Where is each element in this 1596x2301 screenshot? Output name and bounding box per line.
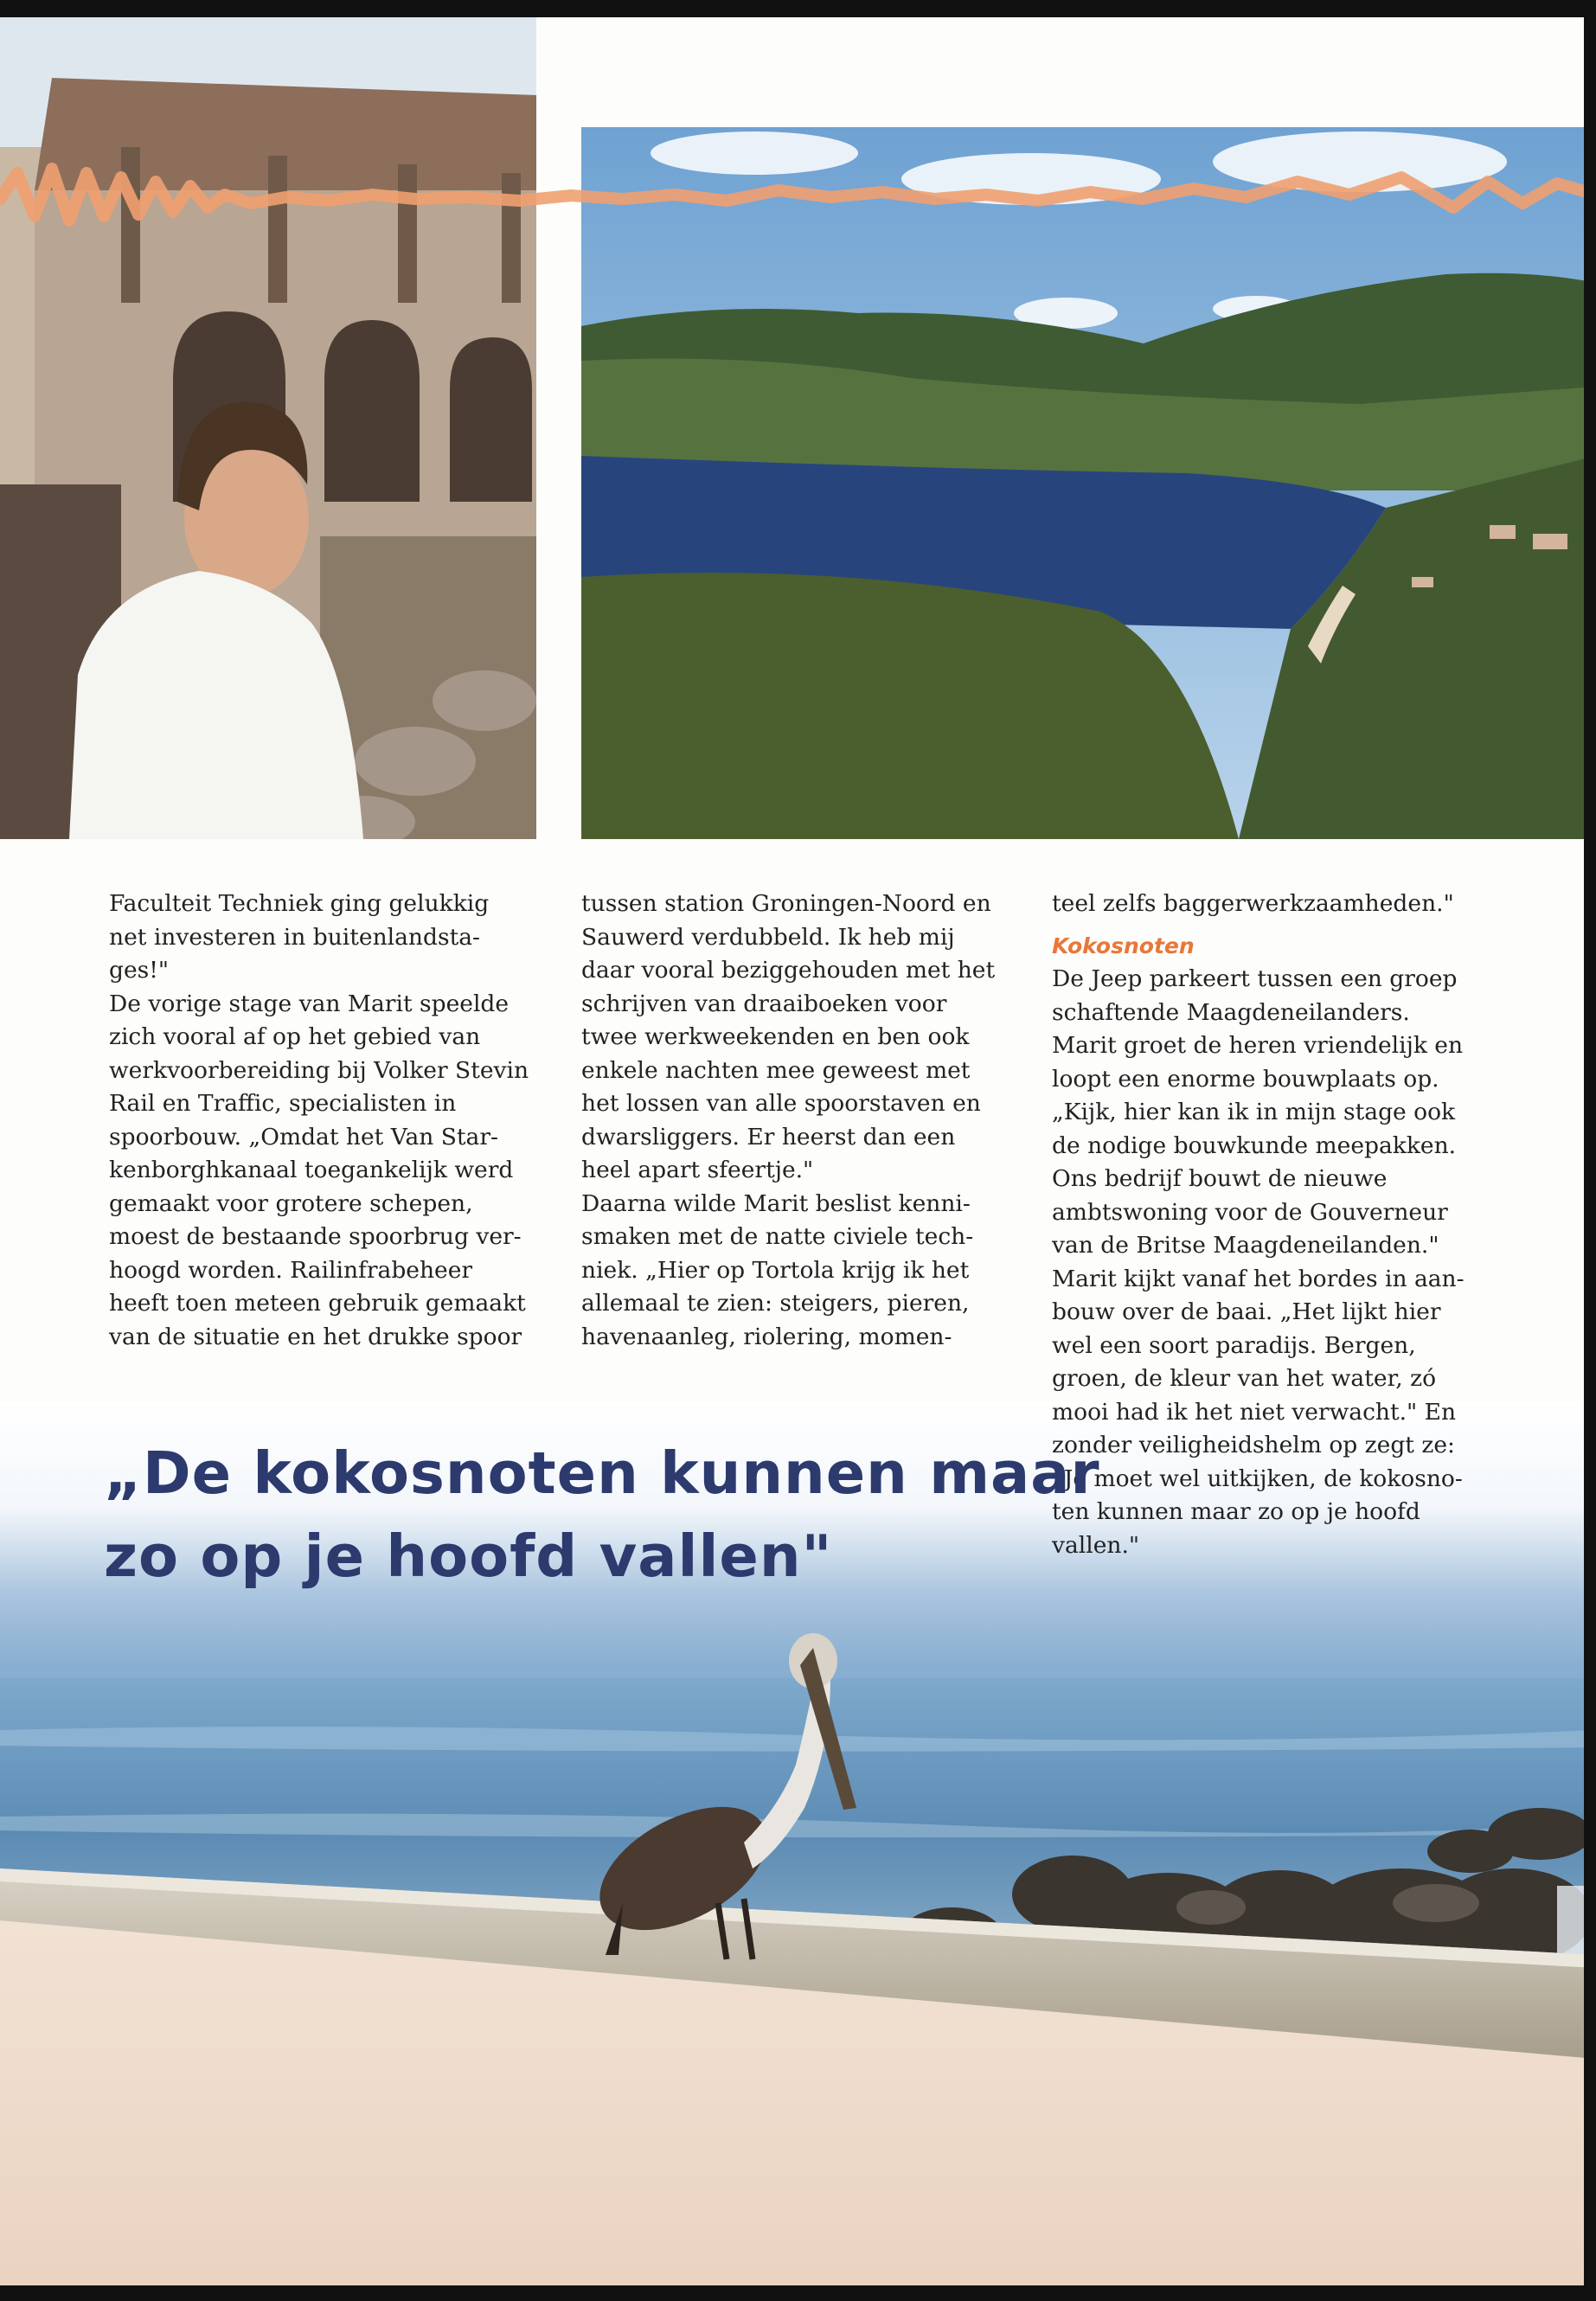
column1-line: zich vooral af op het gebied van (109, 1023, 481, 1050)
section-heading: Kokosnoten (1052, 933, 1195, 958)
column1-line: kenborghkanaal toegankelijk werd (109, 1157, 514, 1183)
column1-line: hoogd worden. Railinfrabeheer (109, 1256, 473, 1284)
column1-line: gemaakt voor grotere schepen, (109, 1189, 473, 1217)
pull-quote (104, 1432, 1100, 1598)
column1-line: net investeren in buitenlandsta- (109, 923, 480, 951)
column2-line: twee werkweekenden en ben ook (581, 1023, 970, 1050)
column2-line: daar vooral beziggehouden met het (581, 957, 996, 984)
scan-border-bottom (0, 2285, 1596, 2301)
column3-line: zonder veiligheidshelm op zegt ze: (1052, 1432, 1455, 1458)
column3-line: vallen." (1052, 1531, 1140, 1559)
column1-line: ges!" (109, 957, 170, 984)
column2-line: enkele nachten mee geweest met (581, 1056, 971, 1084)
column3-line: ambtswoning voor de Gouverneur (1052, 1198, 1448, 1226)
column3-line: loopt een enorme bouwplaats op. (1052, 1065, 1439, 1093)
column2-line: havenaanleg, riolering, momen- (581, 1323, 952, 1350)
column3-line: wel een soort paradijs. Bergen, (1052, 1331, 1416, 1359)
column3-line: groen, de kleur van het water, zó (1052, 1365, 1437, 1392)
column3-line: „Je moet wel uitkijken, de kokosno- (1052, 1465, 1463, 1492)
column3-line: schaftende Maagdeneilanders. (1052, 998, 1410, 1026)
column3-line: bouw over de baai. „Het lijkt hier (1052, 1298, 1441, 1325)
column3-line: Ons bedrijf bouwt de nieuwe (1052, 1165, 1388, 1192)
column2-line: Sauwerd verdubbeld. Ik heb mij (581, 923, 955, 951)
column3-first-line: teel zelfs baggerwerkzaamheden." (1052, 890, 1454, 917)
column3-line: de nodige bouwkunde meepakken. (1052, 1131, 1457, 1159)
text-column-1 (109, 888, 550, 1354)
column3-line: Marit kijkt vanaf het bordes in aan- (1052, 1265, 1465, 1292)
column2-line: smaken met de natte civiele tech- (581, 1223, 974, 1250)
column2-line: allemaal te zien: steigers, pieren, (581, 1290, 970, 1317)
column3-line: De Jeep parkeert tussen een groep (1052, 965, 1458, 992)
column2-line: niek. „Hier op Tortola krijg ik het (581, 1256, 970, 1284)
column1-line: Faculteit Techniek ging gelukkig (109, 890, 490, 917)
text-column-3 (1052, 888, 1519, 1562)
column1-line: spoorbouw. „Omdat het Van Star- (109, 1123, 498, 1150)
column1-line: heeft toen meteen gebruik gemaakt (109, 1290, 526, 1317)
column3-line: mooi had ik het niet verwacht." En (1052, 1398, 1457, 1426)
column1-line: Rail en Traffic, specialisten in (109, 1090, 457, 1117)
column2-line: Daarna wilde Marit beslist kenni- (581, 1189, 971, 1217)
decorative-squiggle (0, 147, 1596, 242)
column1-line: werkvoorbereiding bij Volker Stevin (109, 1056, 529, 1084)
column2-line: schrijven van draaiboeken voor (581, 990, 947, 1017)
column2-line: heel apart sfeertje." (581, 1157, 814, 1183)
column1-line: De vorige stage van Marit speelde (109, 990, 510, 1017)
text-column-2 (581, 888, 1022, 1354)
column2-line: dwarsliggers. Er heerst dan een (581, 1123, 956, 1150)
column1-line: van de situatie en het drukke spoor (109, 1323, 522, 1350)
column3-line: van de Britse Maagdeneilanden." (1052, 1232, 1439, 1259)
column1-line: moest de bestaande spoorbrug ver- (109, 1223, 522, 1250)
column3-line: ten kunnen maar zo op je hoofd (1052, 1498, 1420, 1525)
column3-line: Marit groet de heren vriendelijk en (1052, 1032, 1464, 1059)
pull-quote-line-1: „De kokosnoten kunnen maar (104, 1439, 1100, 1507)
scan-border-top (0, 0, 1596, 17)
column2-line: het lossen van alle spoorstaven en (581, 1090, 981, 1117)
scan-border-right (1584, 0, 1596, 2301)
column3-line: „Kijk, hier kan ik in mijn stage ook (1052, 1099, 1456, 1125)
pull-quote-line-2: zo op je hoofd vallen" (104, 1522, 833, 1590)
woman-building-photo (0, 17, 536, 839)
column2-line: tussen station Groningen-Noord en (581, 890, 991, 917)
